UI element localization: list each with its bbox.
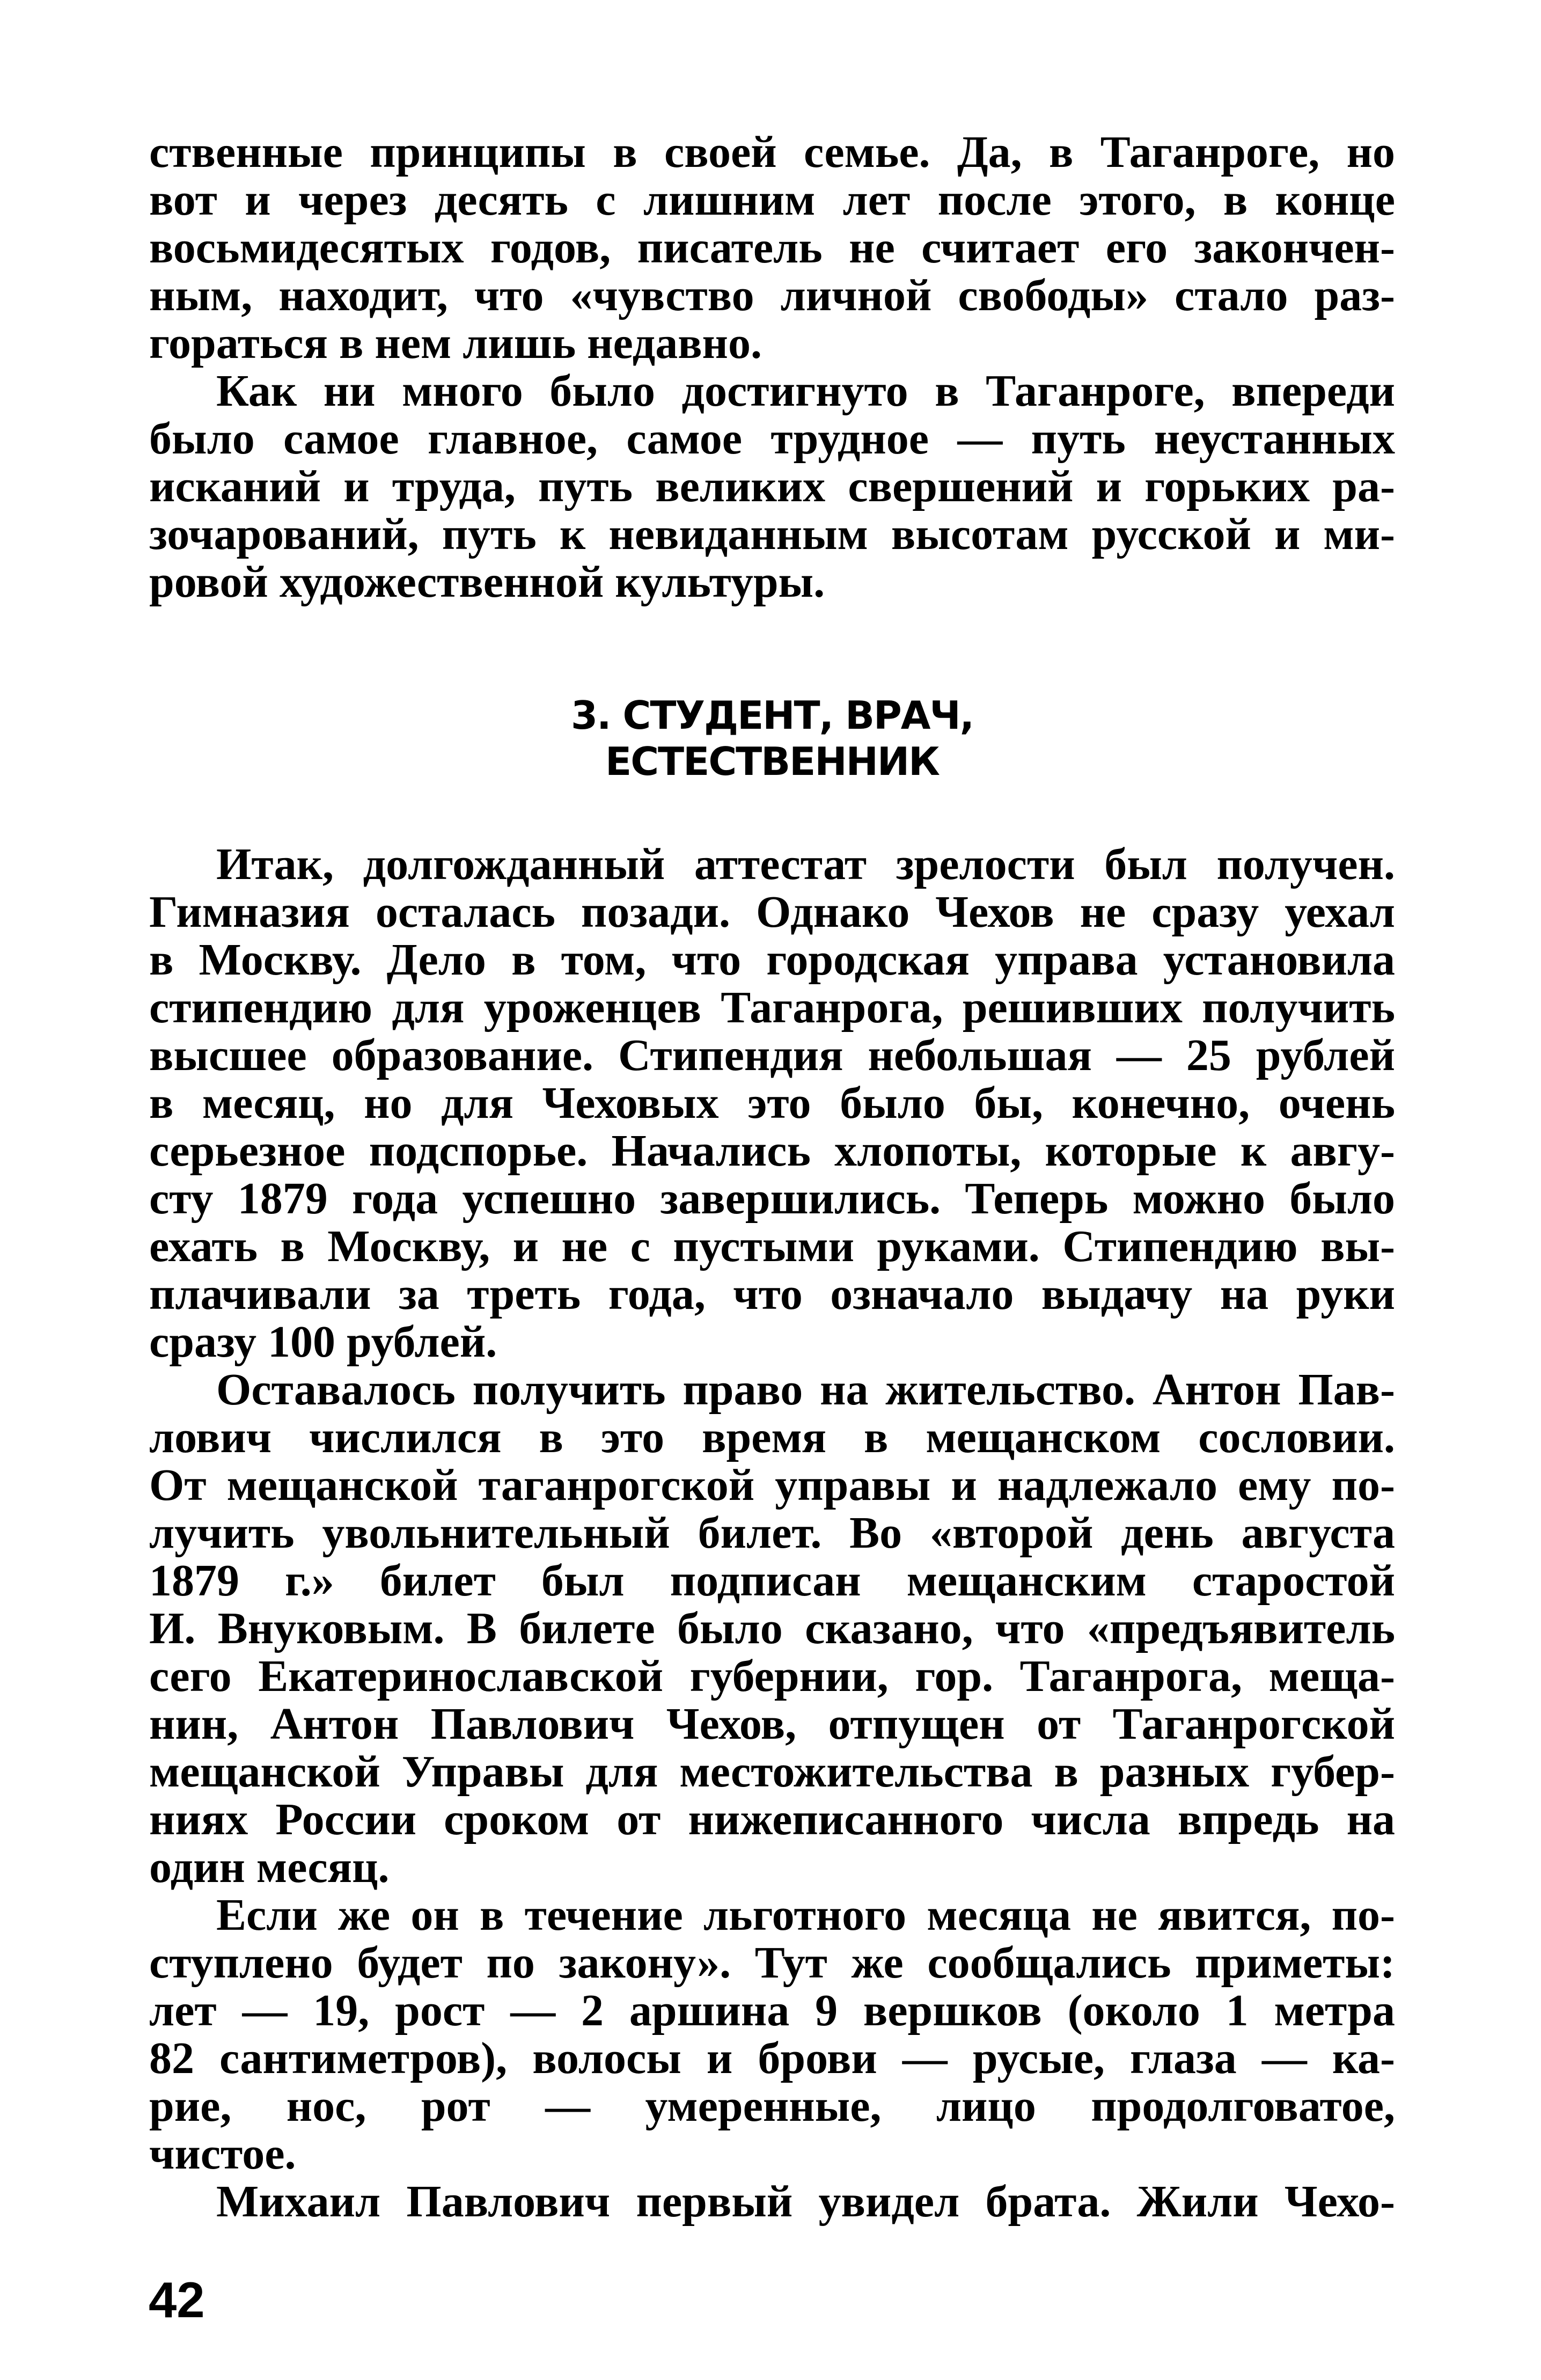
text-line: плачивали за треть года, что означало выдачу на руки <box>149 1269 1395 1319</box>
text-line: гораться в нем лишь недавно. <box>149 318 762 368</box>
text-block-top <box>149 128 1395 606</box>
text-line: в Москву. Дело в том, что городская управа установила <box>149 935 1395 985</box>
text-line: нин, Антон Павлович Чехов, отпущен от Таганрогской <box>149 1699 1395 1749</box>
paragraph <box>149 840 1395 1366</box>
paragraph <box>149 367 1395 606</box>
text-line: серьезное подспорье. Начались хлопоты, которые к авгу- <box>149 1126 1395 1176</box>
text-line: ственные принципы в своей семье. Да, в Таганроге, но <box>149 127 1395 177</box>
paragraph <box>149 128 1395 367</box>
text-line: Гимназия осталась позади. Однако Чехов не сразу уехал <box>149 887 1395 937</box>
text-line: Как ни много было достигнуто в Таганроге, впереди <box>216 366 1395 416</box>
text-line: ным, находит, что «чувство личной свободы» стало раз- <box>149 270 1395 320</box>
text-line: Итак, долгожданный аттестат зрелости был получен. <box>216 839 1395 889</box>
text-line: И. Внуковым. В билете было сказано, что «предъявитель <box>149 1603 1395 1653</box>
paragraph <box>149 2178 1395 2225</box>
text-line: Если же он в течение льготного месяца не явится, по- <box>216 1890 1395 1940</box>
text-line: восьмидесятых годов, писатель не считает его закончен- <box>149 223 1395 273</box>
text-line: исканий и труда, путь великих свершений и горьких ра- <box>149 462 1395 511</box>
text-line: сразу 100 рублей. <box>149 1317 497 1367</box>
text-line: 82 сантиметров), волосы и брови — русые, глаза — ка- <box>149 2033 1395 2083</box>
text-line: в месяц, но для Чеховых это было бы, конечно, очень <box>149 1078 1395 1128</box>
text-line: высшее образование. Стипендия небольшая — 25 рублей <box>149 1030 1395 1080</box>
section-heading-line: 3. СТУДЕНТ, ВРАЧ, <box>571 693 973 738</box>
text-line: 1879 г.» билет был подписан мещанским старостой <box>149 1556 1395 1606</box>
section-heading-line: ЕСТЕСТВЕННИК <box>605 739 939 784</box>
text-line: зочарований, путь к невиданным высотам русской и ми- <box>149 509 1395 559</box>
text-block-body <box>149 840 1395 2225</box>
text-line: рие, нос, рот — умеренные, лицо продолговатое, <box>149 2081 1395 2131</box>
text-line: Оставалось получить право на жительство. Антон Пав- <box>216 1365 1395 1415</box>
text-line: чистое. <box>149 2129 296 2179</box>
text-line: ниях России сроком от нижеписанного числа впредь на <box>149 1795 1395 1844</box>
paragraph <box>149 1366 1395 1891</box>
text-line: лович числился в это время в мещанском сословии. <box>149 1412 1395 1462</box>
text-line: сту 1879 года успешно завершились. Теперь можно было <box>149 1174 1395 1224</box>
paragraph <box>149 1891 1395 2178</box>
section-heading <box>149 692 1395 785</box>
text-line: ступлено будет по закону». Тут же сообщались приметы: <box>149 1938 1395 1988</box>
text-line: От мещанской таганрогской управы и надлежало ему по- <box>149 1460 1395 1510</box>
text-line: стипендию для уроженцев Таганрога, решивших получить <box>149 983 1395 1032</box>
text-line: вот и через десять с лишним лет после этого, в конце <box>149 175 1395 225</box>
text-line: сего Екатеринославской губернии, гор. Таганрога, меща- <box>149 1651 1395 1701</box>
text-line: один месяц. <box>149 1842 390 1892</box>
text-line: ровой художественной культуры. <box>149 557 825 607</box>
text-line: лет — 19, рост — 2 аршина 9 вершков (около 1 метра <box>149 1986 1395 2035</box>
text-line: ехать в Москву, и не с пустыми руками. Стипендию вы- <box>149 1221 1395 1271</box>
text-line: мещанской Управы для местожительства в разных губер- <box>149 1747 1395 1797</box>
text-line: было самое главное, самое трудное — путь неустанных <box>149 414 1395 464</box>
text-line: Михаил Павлович первый увидел брата. Жили Чехо- <box>216 2177 1395 2227</box>
text-line: лучить увольнительный билет. Во «второй день августа <box>149 1508 1395 1558</box>
page-number: 42 <box>149 2272 205 2328</box>
